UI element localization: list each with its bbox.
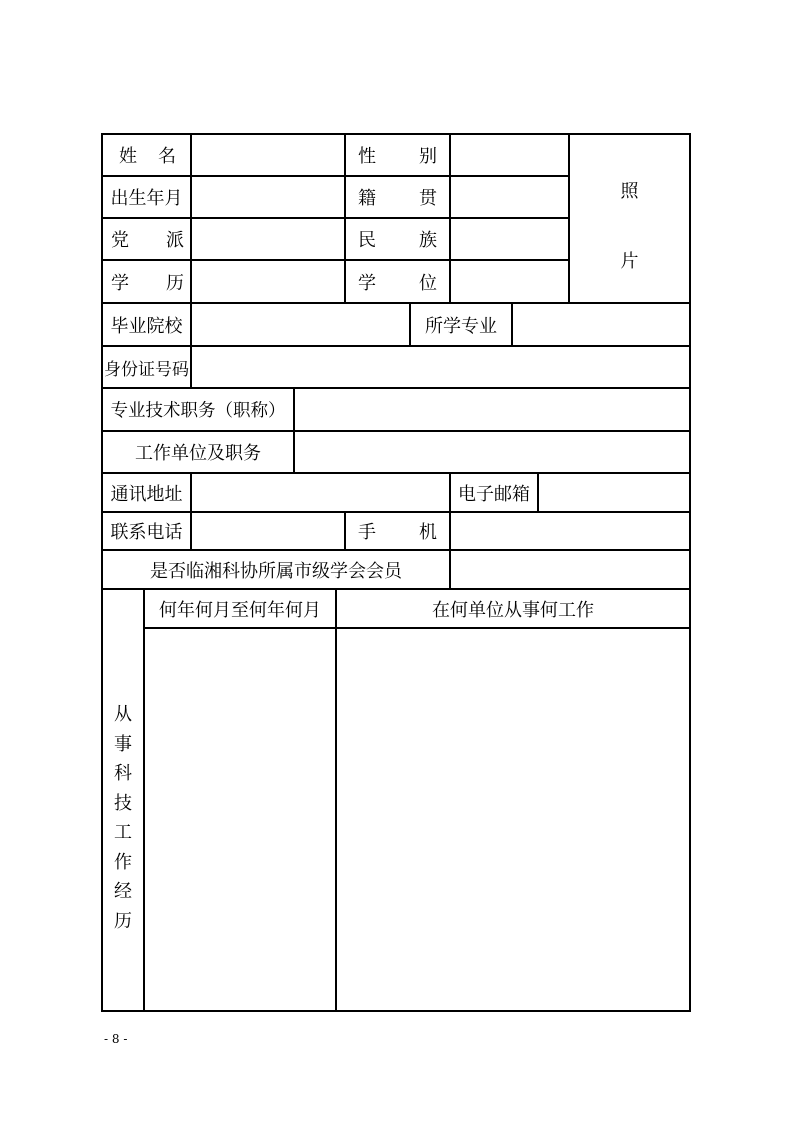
name-label: 姓 名	[119, 146, 176, 167]
birth-label: 出生年月	[110, 188, 183, 209]
employer-field[interactable]	[295, 432, 689, 472]
major-field[interactable]	[513, 304, 689, 345]
phone-field[interactable]	[192, 513, 344, 549]
native-place-field[interactable]	[451, 177, 568, 217]
ethnicity-label: 民 族	[358, 230, 437, 251]
school-field[interactable]	[192, 304, 409, 345]
membership-field[interactable]	[451, 551, 689, 588]
major-label: 所学专业	[425, 315, 497, 337]
membership-label: 是否临湘科协所属市级学会会员	[150, 560, 402, 582]
period-column-header: 何年何月至何年何月	[159, 599, 321, 621]
ethnicity-field[interactable]	[451, 219, 568, 259]
photo-label-2: 片	[620, 251, 639, 272]
rule	[689, 133, 691, 1012]
experience-label: 从 事 科 技 工 作 经 历	[114, 704, 132, 932]
professional-title-label: 专业技术职务（职称）	[110, 401, 286, 421]
period-entry-area[interactable]	[145, 629, 335, 1010]
education-label: 学 历	[111, 272, 184, 294]
id-number-field[interactable]	[192, 347, 689, 387]
name-field[interactable]	[192, 135, 344, 175]
gender-label: 性 别	[358, 146, 437, 167]
party-label: 党 派	[111, 230, 184, 251]
email-label: 电子邮箱	[458, 483, 530, 505]
mobile-field[interactable]	[451, 513, 689, 549]
photo-label-1: 照	[620, 181, 639, 202]
rule	[101, 1010, 691, 1012]
degree-label: 学 位	[358, 272, 437, 294]
phone-label: 联系电话	[110, 522, 183, 543]
work-column-header: 在何单位从事何工作	[432, 599, 594, 621]
gender-field[interactable]	[451, 135, 568, 175]
party-field[interactable]	[192, 219, 344, 259]
school-label: 毕业院校	[110, 315, 183, 337]
native-place-label: 籍 贯	[358, 188, 437, 209]
id-number-label: 身份证号码	[104, 359, 189, 380]
address-field[interactable]	[192, 474, 449, 511]
address-label: 通讯地址	[110, 483, 183, 505]
birth-date-field[interactable]	[192, 177, 344, 217]
photo-box[interactable]	[570, 135, 689, 302]
mobile-label: 手 机	[358, 522, 437, 543]
work-entry-area[interactable]	[337, 629, 689, 1010]
education-field[interactable]	[192, 261, 344, 302]
professional-title-field[interactable]	[295, 389, 689, 430]
employer-label: 工作单位及职务	[135, 443, 261, 464]
degree-field[interactable]	[451, 261, 568, 302]
page-number: - 8 -	[104, 1032, 128, 1046]
email-field[interactable]	[539, 474, 689, 511]
